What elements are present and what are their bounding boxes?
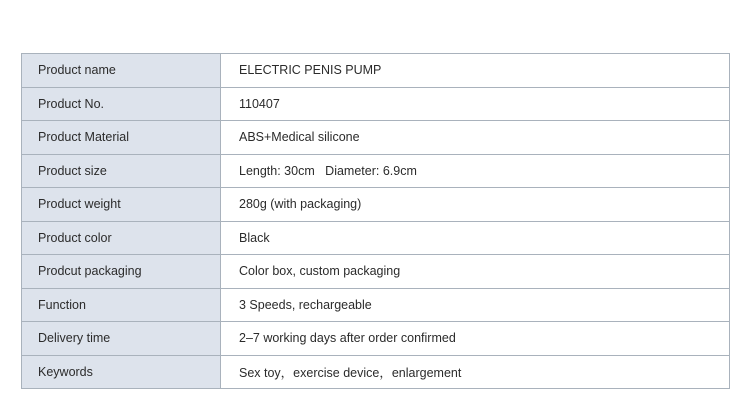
- row-value: Color box, custom packaging: [221, 255, 730, 289]
- table-row: [22, 322, 730, 356]
- row-label: Product No.: [22, 87, 221, 121]
- row-value: Black: [221, 221, 730, 255]
- table-row: [22, 121, 730, 155]
- table-row: [22, 154, 730, 188]
- table-row: [22, 54, 730, 88]
- row-label: Keywords: [22, 355, 221, 389]
- table-row: [22, 288, 730, 322]
- table-row: [22, 188, 730, 222]
- row-label: Product Material: [22, 121, 221, 155]
- table-row: [22, 221, 730, 255]
- row-value: ELECTRIC PENIS PUMP: [221, 54, 730, 88]
- table-row: [22, 255, 730, 289]
- table-row: [22, 355, 730, 389]
- row-label: Product weight: [22, 188, 221, 222]
- row-value: Length: 30cm Diameter: 6.9cm: [221, 154, 730, 188]
- row-value: 280g (with packaging): [221, 188, 730, 222]
- row-value: Sex toy，exercise device，enlargement: [221, 355, 730, 389]
- product-spec-table: [21, 53, 730, 389]
- row-label: Product name: [22, 54, 221, 88]
- row-label: Product size: [22, 154, 221, 188]
- row-value: 3 Speeds, rechargeable: [221, 288, 730, 322]
- row-label: Delivery time: [22, 322, 221, 356]
- row-value: 2–7 working days after order confirmed: [221, 322, 730, 356]
- table-row: [22, 87, 730, 121]
- row-value: 110407: [221, 87, 730, 121]
- row-label: Prodcut packaging: [22, 255, 221, 289]
- row-label: Product color: [22, 221, 221, 255]
- row-label: Function: [22, 288, 221, 322]
- row-value: ABS+Medical silicone: [221, 121, 730, 155]
